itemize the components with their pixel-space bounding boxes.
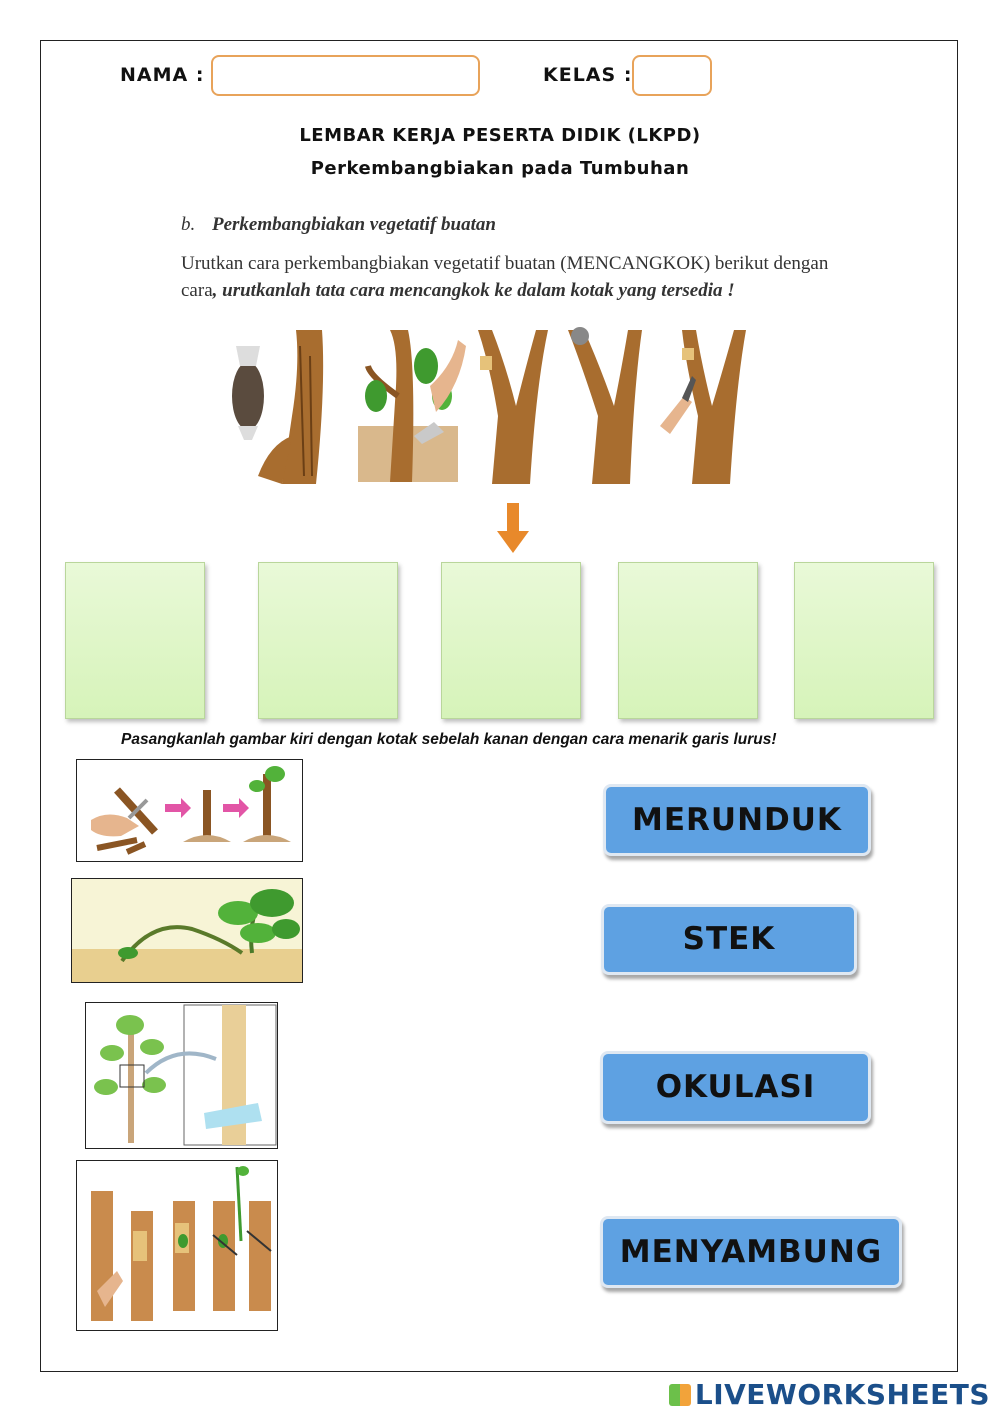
kelas-label: KELAS :: [543, 64, 633, 86]
answer-button-stek[interactable]: STEK: [601, 904, 857, 975]
matching-image-menyambung[interactable]: [76, 1160, 278, 1331]
order-drop-box-1[interactable]: [65, 562, 205, 719]
liveworksheets-logo-icon: [669, 1384, 691, 1406]
nama-input[interactable]: [211, 55, 480, 96]
instruction-line-1: Urutkan cara perkembangbiakan vegetatif buatan (MENCANGKOK) berikut dengan: [181, 253, 829, 274]
liveworksheets-brand: [669, 1378, 990, 1411]
down-arrow-icon: [495, 503, 531, 555]
instruction-line-2-bold: , urutkanlah tata cara mencangkok ke dalam kotak yang tersedia !: [212, 280, 735, 301]
page-title: LEMBAR KERJA PESERTA DIDIK (LKPD): [299, 125, 701, 146]
mencangkok-steps-illustration: [230, 326, 750, 484]
step-image-wrapped-branch: [232, 330, 323, 484]
nama-label: NAMA :: [120, 64, 205, 86]
order-drop-box-3[interactable]: [441, 562, 581, 719]
kelas-input[interactable]: [632, 55, 712, 96]
matching-image-okulasi[interactable]: [85, 1002, 278, 1149]
page-subtitle: Perkembangbiakan pada Tumbuhan: [310, 158, 690, 179]
matching-image-merunduk[interactable]: [71, 878, 303, 983]
brand-text: LIVEWORKSHEETS: [694, 1378, 990, 1411]
step-image-soil-wrapping: [358, 330, 466, 482]
order-drop-box-5[interactable]: [794, 562, 934, 719]
answer-button-menyambung[interactable]: MENYAMBUNG: [600, 1216, 902, 1288]
step-image-knife-cut: [660, 330, 746, 484]
answer-button-okulasi[interactable]: OKULASI: [600, 1051, 871, 1124]
order-drop-box-4[interactable]: [618, 562, 758, 719]
step-image-ring-cut: [478, 330, 548, 484]
section-heading: Perkembangbiakan vegetatif buatan: [212, 214, 496, 235]
instruction-line-2-plain: cara: [181, 280, 213, 301]
order-drop-box-2[interactable]: [258, 562, 398, 719]
instruction-line-2: [181, 280, 735, 302]
answer-button-merunduk[interactable]: MERUNDUK: [603, 784, 871, 856]
matching-image-stek[interactable]: [76, 759, 303, 862]
section-letter: b.: [181, 214, 196, 235]
matching-instruction: Pasangkanlah gambar kiri dengan kotak sebelah kanan dengan cara menarik garis lurus!: [121, 731, 777, 748]
step-image-scraping: [568, 327, 642, 484]
